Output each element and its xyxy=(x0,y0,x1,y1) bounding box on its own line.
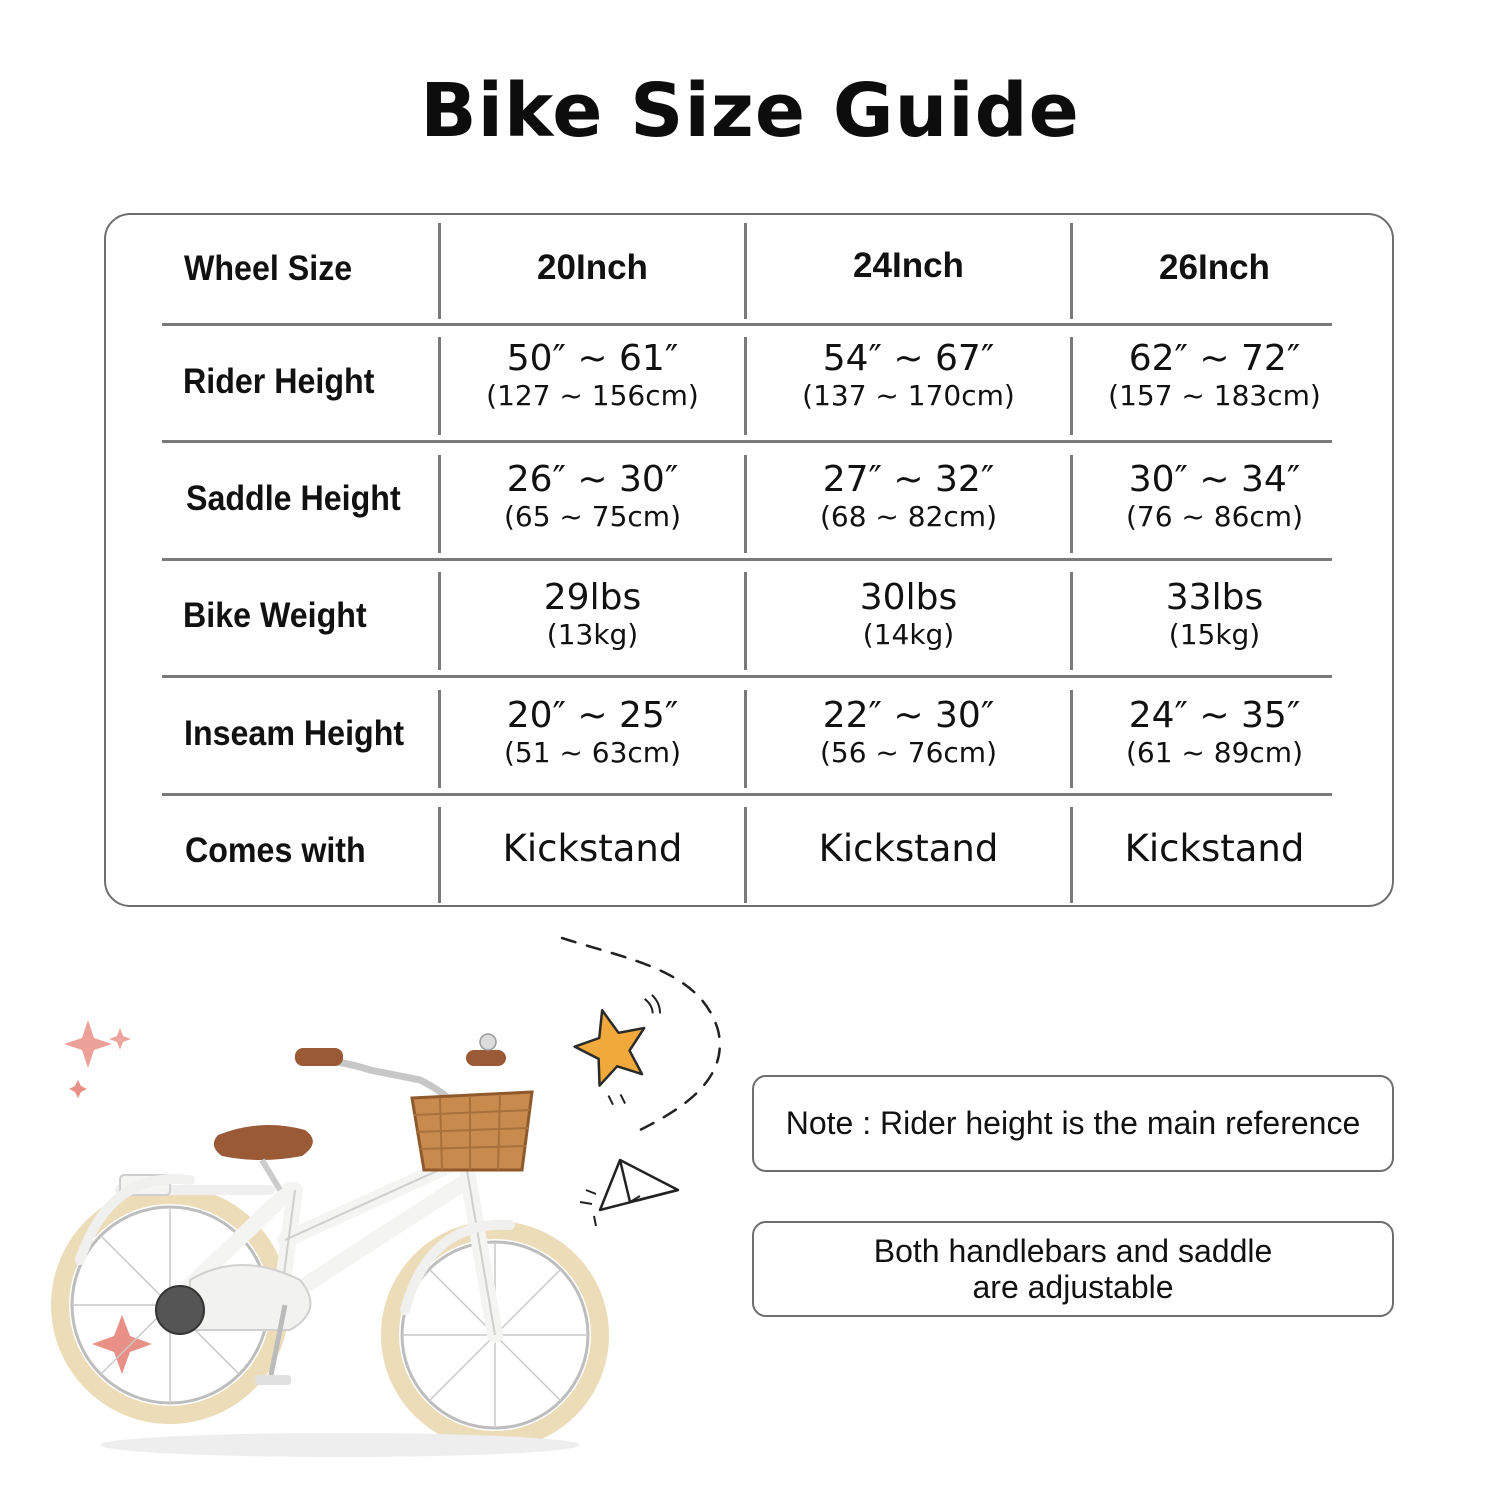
cell-value-inches: 24″ ~ 35″ xyxy=(1128,695,1301,736)
bicycle-illustration xyxy=(40,920,740,1480)
row-label-inseam-height: Inseam Height xyxy=(184,714,405,753)
table-cell xyxy=(1073,696,1356,770)
table-cell xyxy=(747,696,1070,770)
row-divider xyxy=(162,558,1332,561)
header-label-wheel-size: Wheel Size xyxy=(184,249,353,288)
cell-value-accessory: Kickstand xyxy=(502,827,683,870)
note-text: Note : Rider height is the main reference xyxy=(785,1105,1361,1141)
star-icon xyxy=(567,994,681,1112)
cell-value-kg: (15kg) xyxy=(1168,618,1261,651)
row-divider xyxy=(162,675,1332,678)
cell-value-cm: (68 ~ 82cm) xyxy=(819,500,998,533)
table-cell xyxy=(441,460,744,534)
cell-value-inches: 30″ ~ 34″ xyxy=(1128,459,1301,500)
header-20inch: 20Inch xyxy=(537,248,648,287)
cell-value-cm: (127 ~ 156cm) xyxy=(486,379,699,412)
cell-value-inches: 62″ ~ 72″ xyxy=(1128,338,1301,379)
table-cell xyxy=(1073,339,1356,413)
table-cell xyxy=(747,578,1070,652)
cell-value-cm: (65 ~ 75cm) xyxy=(503,500,682,533)
cell-value-kg: (13kg) xyxy=(546,618,639,651)
table-cell xyxy=(441,578,744,652)
cell-value-lbs: 29lbs xyxy=(543,577,642,618)
table-cell xyxy=(1073,460,1356,534)
header-26inch: 26Inch xyxy=(1159,248,1270,287)
note-rider-height xyxy=(752,1075,1394,1172)
table-cell xyxy=(1073,578,1356,652)
cell-value-inches: 20″ ~ 25″ xyxy=(506,695,679,736)
cell-value-lbs: 30lbs xyxy=(859,577,958,618)
table-cell xyxy=(441,339,744,413)
note-adjustable xyxy=(752,1221,1394,1317)
cell-value-inches: 27″ ~ 32″ xyxy=(822,459,995,500)
cell-value-cm: (51 ~ 63cm) xyxy=(503,736,682,769)
table-cell xyxy=(747,460,1070,534)
row-label-rider-height: Rider Height xyxy=(183,362,375,401)
cell-value-inches: 22″ ~ 30″ xyxy=(822,695,995,736)
note-text-line-1: Both handlebars and saddle xyxy=(873,1233,1273,1269)
cell-value-cm: (137 ~ 170cm) xyxy=(802,379,1015,412)
row-label-comes-with: Comes with xyxy=(185,831,366,870)
cell-value-cm: (76 ~ 86cm) xyxy=(1125,500,1304,533)
cell-value-inches: 50″ ~ 61″ xyxy=(506,338,679,379)
page-title: Bike Size Guide xyxy=(420,68,1080,154)
cell-value-kg: (14kg) xyxy=(862,618,955,651)
paper-plane-icon xyxy=(580,1160,678,1226)
size-guide-table xyxy=(104,213,1394,907)
cell-value-cm: (61 ~ 89cm) xyxy=(1125,736,1304,769)
row-divider xyxy=(162,793,1332,796)
cell-value-accessory: Kickstand xyxy=(1124,827,1305,870)
row-label-bike-weight: Bike Weight xyxy=(183,596,367,635)
note-text-line-2: are adjustable xyxy=(972,1269,1174,1305)
row-divider xyxy=(162,323,1332,326)
cell-value-accessory: Kickstand xyxy=(818,827,999,870)
cell-value-inches: 26″ ~ 30″ xyxy=(506,459,679,500)
cell-value-cm: (157 ~ 183cm) xyxy=(1108,379,1321,412)
row-label-saddle-height: Saddle Height xyxy=(186,479,401,518)
header-24inch: 24Inch xyxy=(853,246,964,285)
table-cell xyxy=(441,696,744,770)
cell-value-lbs: 33lbs xyxy=(1165,577,1264,618)
bicycle-icon xyxy=(60,1034,600,1457)
cell-value-cm: (56 ~ 76cm) xyxy=(819,736,998,769)
cell-value-inches: 54″ ~ 67″ xyxy=(822,338,995,379)
table-cell xyxy=(747,339,1070,413)
row-divider xyxy=(162,440,1332,443)
